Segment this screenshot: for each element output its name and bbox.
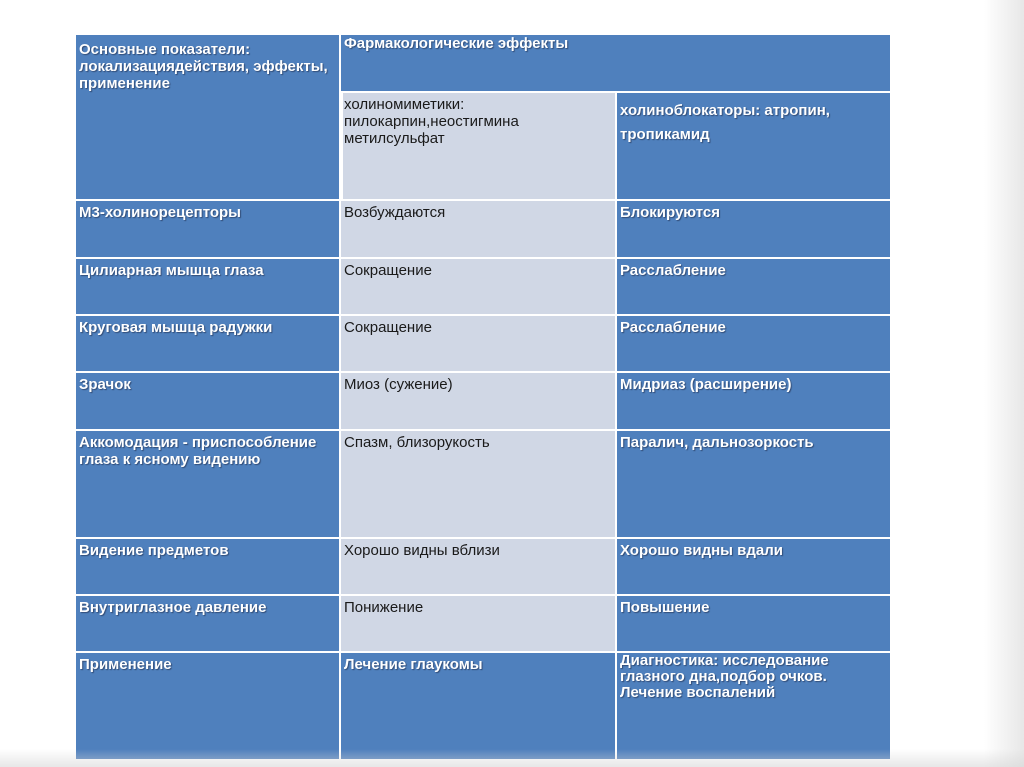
row-cholinomimetics-value [340,595,616,652]
row-cholinomimetics-value [340,200,616,258]
header-cholinomimetics-text: холиномиметики: пилокарпин,неостигмина метилсульфат [344,96,519,147]
row-label [75,652,340,760]
row-label [75,595,340,652]
cholinomimetics-value-text: Спазм, близорукость [344,434,490,451]
slide-edge-shadow [984,0,1024,767]
header-pharmacological-effects-text: Фармакологические эффекты [344,35,569,52]
row-label [75,372,340,430]
row-label-text: Круговая мышца радужки [79,319,273,336]
cholinomimetics-value-text: Понижение [344,599,424,616]
cholinoblockers-value-text: Расслабление [620,319,726,336]
row-label [75,200,340,258]
cholinoblockers-value-text: Расслабление [620,262,726,279]
cholinomimetics-value-text: Сокращение [344,319,432,336]
row-cholinomimetics-value [340,372,616,430]
row-label-text: Цилиарная мышца глаза [79,262,264,279]
cholinomimetics-value-text: Лечение глаукомы [344,656,483,673]
cholinoblockers-value-text: Хорошо видны вдали [620,542,783,559]
row-cholinoblockers-value [616,200,891,258]
row-label [75,315,340,372]
header-cholinoblockers-text: холиноблокаторы: атропин, тропикамид [620,102,830,143]
row-cholinoblockers-value [616,595,891,652]
row-label-text: Внутриглазное давление [79,599,267,616]
row-label-text: Зрачок [79,376,131,393]
header-cholinomimetics-cell [340,92,616,200]
header-indicators-text: Основные показатели: локализациядействия, эффекты, применение [79,41,328,92]
cholinoblockers-value-text: Паралич, дальнозоркость [620,434,814,451]
cholinomimetics-value-text: Миоз (сужение) [344,376,453,393]
row-label-text: Применение [79,656,172,673]
row-cholinomimetics-value [340,652,616,760]
cholinoblockers-value-text: Повышение [620,599,710,616]
cholinomimetics-value-text: Сокращение [344,262,432,279]
row-label [75,430,340,538]
row-cholinoblockers-value [616,538,891,595]
slide-edge-shadow [0,749,1024,767]
cholinomimetics-value-text: Хорошо видны вблизи [344,542,500,559]
row-cholinomimetics-value [340,258,616,315]
row-cholinoblockers-value [616,430,891,538]
cholinoblockers-value-text: Диагностика: исследование глазного дна,подбор очков. Лечение воспалений [620,652,829,701]
row-cholinoblockers-value [616,652,891,760]
header-cholinoblockers-cell [616,92,891,200]
header-indicators-cell [75,34,340,200]
row-cholinoblockers-value [616,315,891,372]
row-label [75,258,340,315]
row-label [75,538,340,595]
cholinoblockers-value-text: Мидриаз (расширение) [620,376,792,393]
header-pharmacological-effects-cell [340,34,891,92]
row-cholinomimetics-value [340,315,616,372]
row-label-text: М3-холинорецепторы [79,204,241,221]
row-label-text: Аккомодация - приспособление глаза к ясному видению [79,434,317,468]
row-label-text: Видение предметов [79,542,229,559]
cholinoblockers-value-text: Блокируются [620,204,720,221]
row-cholinoblockers-value [616,372,891,430]
row-cholinomimetics-value [340,538,616,595]
row-cholinoblockers-value [616,258,891,315]
cholinomimetics-value-text: Возбуждаются [344,204,446,221]
row-cholinomimetics-value [340,430,616,538]
